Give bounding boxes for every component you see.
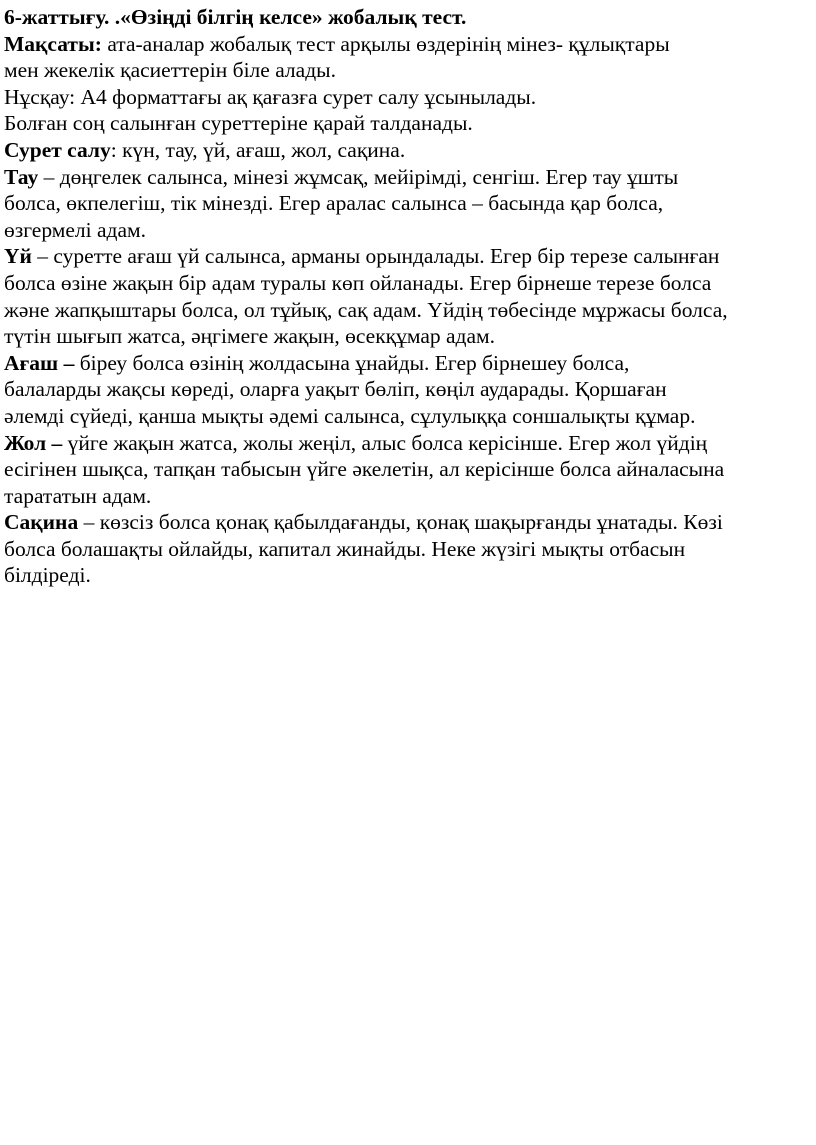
mountain-label: Тау — [4, 164, 39, 189]
house-label: Үй — [4, 244, 32, 269]
house-text: – суретте ағаш үй салынса, арманы орындалады. Егер бір терезе салынған — [31, 244, 720, 269]
purpose-label: Мақсаты: — [4, 31, 102, 56]
purpose-line-1 — [4, 31, 812, 58]
mountain-line-1 — [4, 164, 812, 191]
instruction-line-2: Болған соң салынған суреттеріне қарай талданады. — [4, 111, 473, 136]
ring-line-1 — [4, 509, 812, 536]
mountain-text: – дөңгелек салынса, мінезі жұмсақ, мейірімді, сенгіш. Егер тау ұшты — [38, 164, 679, 189]
mountain-line-2: болса, өкпелегіш, тік мінезді. Егер аралас салынса – басында қар болса, — [4, 191, 664, 216]
tree-line-3: әлемді сүйеді, қанша мықты әдемі салынса, сұлулыққа соншалықты құмар. — [4, 403, 696, 428]
house-line-1 — [4, 243, 812, 270]
road-line-3: тарататын адам. — [4, 483, 152, 508]
tree-line-1 — [4, 350, 812, 377]
drawing-label: Сурет салу — [4, 137, 111, 162]
ring-text: – көзсіз болса қонақ қабылдағанды, қонақ шақырғанды ұнатады. Көзі — [78, 510, 723, 535]
road-label: Жол – — [4, 430, 63, 455]
road-line-1 — [4, 430, 812, 457]
drawing-text: : күн, тау, үй, ағаш, жол, сақина. — [110, 137, 406, 162]
purpose-text: ата-аналар жобалық тест арқылы өздерінің мінез- құлықтары — [101, 31, 670, 56]
road-line-2: есігінен шықса, тапқан табысын үйге әкелетін, ал керісінше болса айналасына — [4, 457, 725, 482]
house-line-3: және жапқыштары болса, ол тұйық, сақ адам. Үйдің төбесінде мұржасы болса, — [4, 297, 728, 322]
road-text: үйге жақын жатса, жолы жеңіл, алыс болса керісінше. Егер жол үйдің — [62, 430, 708, 455]
ring-label: Сақина — [4, 510, 79, 535]
ring-line-2: болса болашақты ойлайды, капитал жинайды. Неке жүзігі мықты отбасын — [4, 536, 686, 561]
instruction-line-1: Нұсқау: А4 форматтағы ақ қағазға сурет салу ұсынылады. — [4, 84, 537, 109]
tree-label: Ағаш – — [4, 350, 75, 375]
mountain-line-3: өзгермелі адам. — [4, 217, 146, 242]
drawing-line — [4, 137, 812, 164]
house-line-4: түтін шығып жатса, әңгімеге жақын, өсекқұмар адам. — [4, 324, 495, 349]
house-line-2: болса өзіне жақын бір адам туралы көп ойланады. Егер бірнеше терезе болса — [4, 270, 712, 295]
purpose-line-2: мен жекелік қасиеттерін біле алады. — [4, 58, 336, 83]
ring-line-3: білдіреді. — [4, 563, 91, 588]
tree-line-2: балаларды жақсы көреді, оларға уақыт бөліп, көңіл аударады. Қоршаған — [4, 377, 667, 402]
document-body — [4, 4, 812, 589]
tree-text: біреу болса өзінің жолдасына ұнайды. Егер бірнешеу болса, — [74, 350, 630, 375]
exercise-title: 6-жаттығу. .«Өзіңді білгің келсе» жобалық тест. — [4, 5, 467, 29]
